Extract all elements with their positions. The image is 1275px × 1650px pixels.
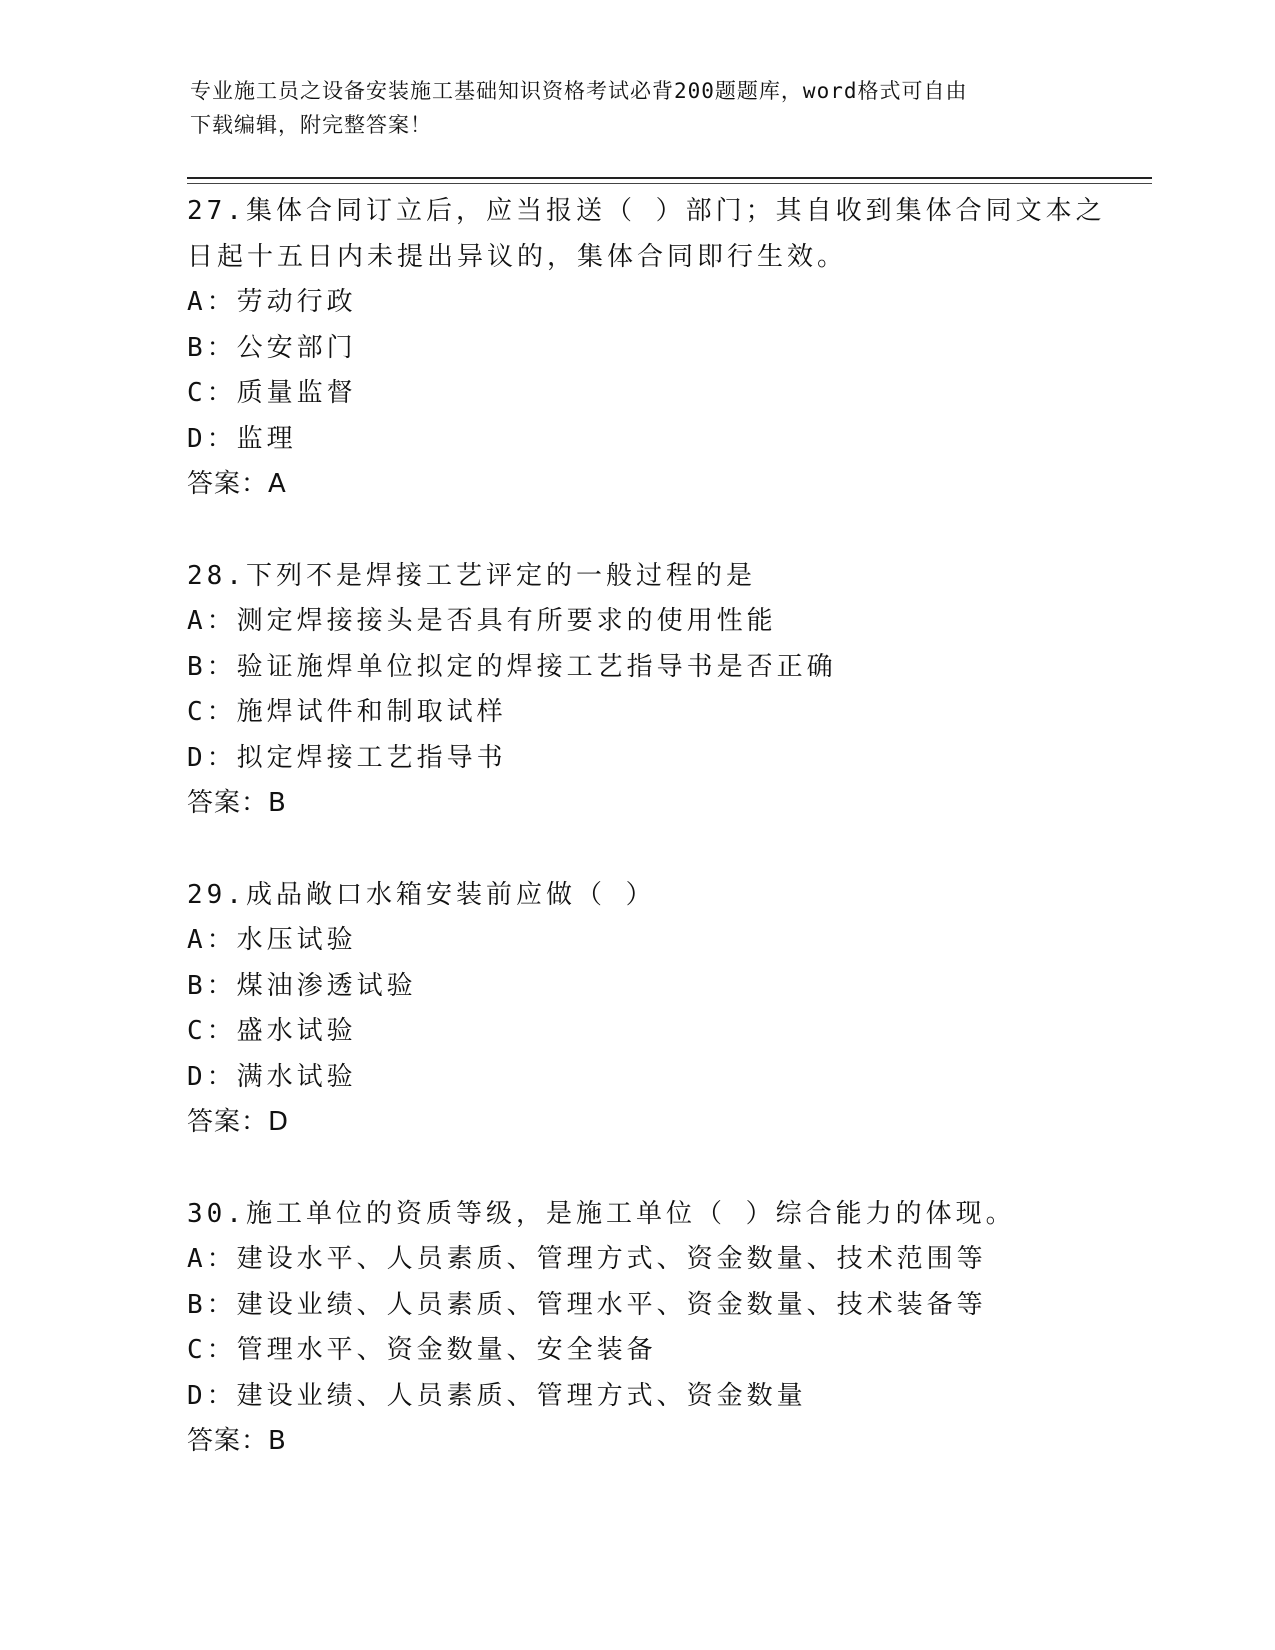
option-c: C：施焊试件和制取试样 xyxy=(187,697,507,727)
option-a: A：建设水平、人员素质、管理方式、资金数量、技术范围等 xyxy=(187,1244,987,1274)
question-27 xyxy=(187,189,1117,508)
option-d: D：监理 xyxy=(187,423,297,454)
question-28 xyxy=(187,554,1117,827)
option-a: A：劳动行政 xyxy=(187,287,357,317)
question-stem: 29.成品敞口水箱安装前应做（ ） xyxy=(187,879,656,910)
option-c: C：质量监督 xyxy=(187,378,357,408)
option-d: D：建设业绩、人员素质、管理方式、资金数量 xyxy=(187,1380,807,1411)
question-stem: 27.集体合同订立后，应当报送（ ）部门；其自收到集体合同文本之 xyxy=(187,196,1106,226)
option-a: A：水压试验 xyxy=(187,925,357,955)
option-d: D：拟定焊接工艺指导书 xyxy=(187,742,507,773)
option-b: B：验证施焊单位拟定的焊接工艺指导书是否正确 xyxy=(187,651,837,682)
answer: 答案：B xyxy=(187,788,287,818)
option-b: B：建设业绩、人员素质、管理水平、资金数量、技术装备等 xyxy=(187,1289,987,1320)
option-c: C：盛水试验 xyxy=(187,1016,357,1046)
question-list xyxy=(187,189,1117,1511)
option-b: B：公安部门 xyxy=(187,332,357,363)
answer: 答案：B xyxy=(187,1426,287,1456)
option-c: C：管理水平、资金数量、安全装备 xyxy=(187,1335,657,1365)
header-line-2: 下载编辑，附完整答案！ xyxy=(190,113,432,137)
question-30 xyxy=(187,1192,1117,1465)
answer: 答案：A xyxy=(187,469,287,499)
answer: 答案：D xyxy=(187,1107,290,1137)
header-divider-thin xyxy=(187,183,1152,184)
document-header xyxy=(190,74,1090,142)
question-stem: 28.下列不是焊接工艺评定的一般过程的是 xyxy=(187,560,756,591)
header-divider xyxy=(187,177,1152,179)
question-stem-continued: 日起十五日内未提出异议的，集体合同即行生效。 xyxy=(187,241,848,272)
question-29 xyxy=(187,873,1117,1146)
header-line-1: 专业施工员之设备安装施工基础知识资格考试必背200题题库，word格式可自由 xyxy=(190,79,968,103)
option-b: B：煤油渗透试验 xyxy=(187,970,417,1001)
question-stem: 30.施工单位的资质等级，是施工单位（ ）综合能力的体现。 xyxy=(187,1198,1016,1229)
option-d: D：满水试验 xyxy=(187,1061,357,1092)
option-a: A：测定焊接接头是否具有所要求的使用性能 xyxy=(187,606,777,636)
